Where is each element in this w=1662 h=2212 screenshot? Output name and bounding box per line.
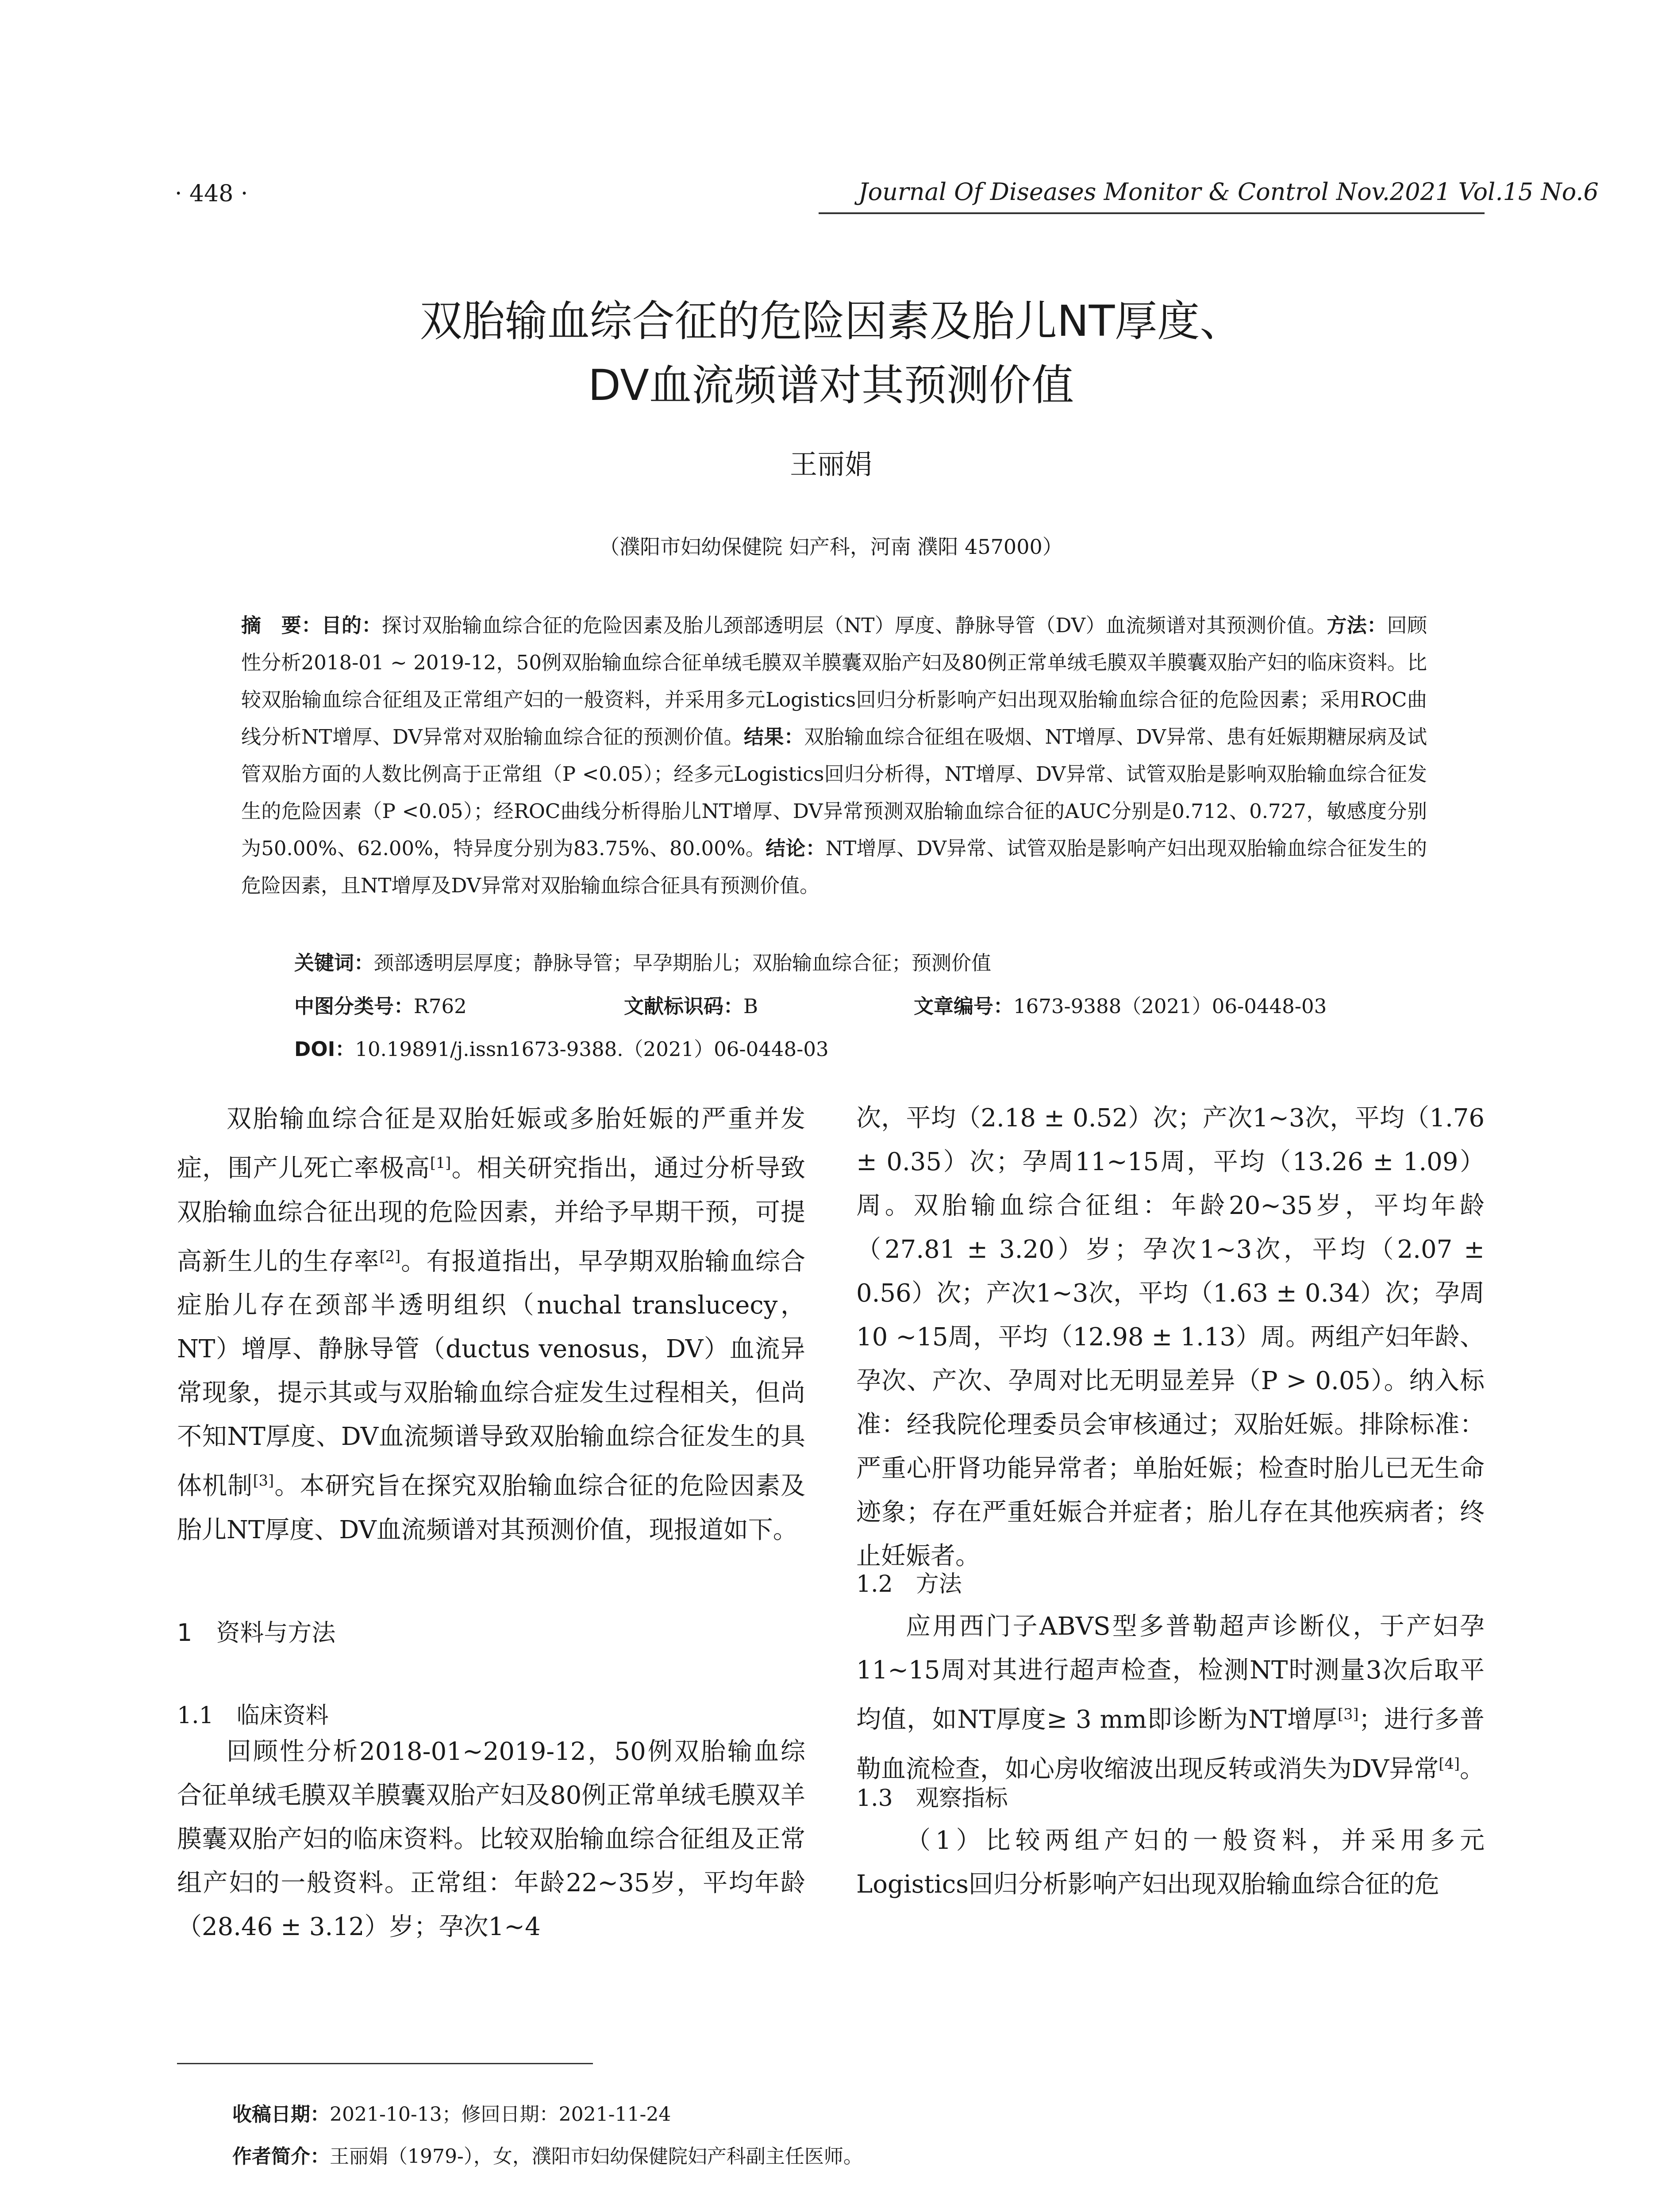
intro-paragraph [177,1097,805,1552]
methods-text-b: ；进行多普勒血流检查，如心房收缩波出现反转或消失为DV异常 [856,1705,1485,1784]
footnote-author-label: 作者简介： [232,2145,330,2168]
doc-code [624,990,758,1019]
title-line-1: 双胎输血综合征的危险因素及胎儿NT厚度、 [419,296,1243,346]
footnote-rule [177,2063,593,2064]
clc-label: 中图分类号： [294,995,414,1018]
methods-text-a: 应用西门子ABVS型多普勒超声诊断仪，于产妇孕11~15周对其进行超声检查，检测NT时测量3次后取平均值，如NT厚度≥ 3 mm即诊断为NT增厚 [856,1612,1485,1734]
doi-label: DOI： [294,1037,355,1061]
section-heading-1: 1 资料与方法 [177,1619,336,1647]
result-text: 双胎输血综合征组在吸烟、NT增厚、DV异常、患有妊娠期糖尿病及试管双胎方面的人数比例高于正常组（P <0.05）；经多元Logistics回归分析得，NT增厚、DV异常、试管双胎是影响双胎输血综合征发生的危险因素（P <0.05）；经ROC曲线分析得胎儿NT增厚、DV异常预测双胎输血综合征的AUC分别是0.712、0.727，敏感度分别为50.00%、62.00%，特异度分别为83.75%、80.00%。 [241,725,1427,860]
abstract [241,607,1427,904]
keywords-text: 颈部透明层厚度；静脉导管；早孕期胎儿；双胎输血综合征；预测价值 [374,951,992,975]
intro-text-b: 。相关研究指出，通过分析导致双胎输血综合征出现的危险因素，并给予早期干预，可提高新生儿的生存率 [177,1154,806,1276]
doi-value: 10.19891/j.issn1673-9388.（2021）06-0448-03 [355,1037,829,1061]
purpose-text: 探讨双胎输血综合征的危险因素及胎儿颈部透明层（NT）厚度、静脉导管（DV）血流频谱对其预测价值。 [381,614,1327,637]
clinical-data-continued-text: 次，平均（2.18 ± 0.52）次；产次1~3次，平均（1.76 ± 0.35）次；孕周11~15周，平均（13.26 ± 1.09）周。双胎输血综合征组：年龄20~35岁，平均年龄（27.81 ± 3.20）岁；孕次1~3次，平均（2.07 ± 0.56）次；产次1~3次，平均（1.63 ± 0.34）次；孕周10 ~15周，平均（12.98 ± 1.13）周。两组产妇年龄、孕次、产次、孕周对比无明显差异（P > 0.05）。纳入标准：经我院伦理委员会审核通过；双胎妊娠。排除标准：严重心肝肾功能异常者；单胎妊娠；检查时胎儿已无生命迹象；存在严重妊娠合并症者；胎儿存在其他疾病者；终止妊娠者。 [856,1104,1485,1571]
article-number-label: 文章编号： [914,995,1014,1018]
title-line-2: DV血流频谱对其预测价值 [588,361,1074,410]
doc-code-value: B [743,995,758,1018]
journal-header: Journal Of Diseases Monitor & Control Nov.2021 Vol.15 No.6 [858,178,1599,206]
clinical-data-text: 回顾性分析2018-01~2019-12，50例双胎输血综合征单绒毛膜双羊膜囊双胎产妇及80例正常单绒毛膜双羊膜囊双胎产妇的临床资料。比较双胎输血综合征组及正常组产妇的一般资料。正常组：年龄22~35岁，平均年龄（28.46 ± 3.12）岁；孕次1~4 [177,1737,805,1941]
affiliation: （濮阳市妇幼保健院 妇产科，河南 濮阳 457000） [599,535,1063,559]
purpose-label: 目的： [321,614,382,637]
footnote-author-text: 王丽娟（1979-），女，濮阳市妇幼保健院妇产科副主任医师。 [330,2145,863,2168]
clc-value: R762 [414,995,467,1018]
clc [294,990,467,1019]
observation-text: （1）比较两组产妇的一般资料，并采用多元Logistics回归分析影响产妇出现双胎输血综合征的危 [856,1826,1485,1899]
methods-text-c: 。 [1459,1755,1485,1784]
keywords [294,947,991,975]
clinical-data-continued [856,1096,1485,1578]
page-number: · 448 · [175,180,248,207]
intro-text-c: 。有报道指出，早孕期双胎输血综合症胎儿存在颈部半透明组织（nuchal translucecy，NT）增厚、静脉导管（ductus venosus，DV）血流异常现象，提示其或与双胎输血综合症发生过程相关，但尚不知NT厚度、DV血流频谱导致双胎输血综合征发生的具体机制 [177,1247,806,1501]
citation-5: [4] [1439,1755,1460,1772]
method-text: 回顾性分析2018-01 ~ 2019-12，50例双胎输血综合征单绒毛膜双羊膜囊双胎产妇及80例正常单绒毛膜双羊膜囊双胎产妇的临床资料。比较双胎输血综合征组及正常组产妇的一般资料，并采用多元Logistics回归分析影响产妇出现双胎输血综合征的危险因素；采用ROC曲线分析NT增厚、DV异常对双胎输血综合征的预测价值。 [241,614,1427,749]
article-number-value: 1673-9388（2021）06-0448-03 [1013,995,1327,1018]
citation-1: [1] [430,1154,451,1171]
observation-paragraph [856,1819,1485,1906]
citation-3: [3] [253,1472,274,1490]
methods-paragraph [856,1605,1485,1791]
citation-4: [3] [1337,1705,1359,1723]
method-label: 方法： [1327,614,1387,637]
article-number [914,990,1327,1019]
footnote-received-text: 2021-10-13；修回日期：2021-11-24 [330,2103,671,2126]
doi [294,1033,829,1062]
conclusion-label: 结论： [766,837,826,860]
section-heading-1-1: 1.1 临床资料 [177,1702,329,1729]
abstract-label: 摘 要： [241,614,322,637]
footnote-received [232,2098,671,2127]
author: 王丽娟 [789,448,872,480]
citation-2: [2] [379,1247,401,1265]
footnote-author [232,2140,863,2169]
result-label: 结果： [744,725,804,749]
doc-code-label: 文献标识码： [624,995,744,1018]
section-heading-1-2: 1.2 方法 [856,1571,962,1598]
intro-text-d: 。本研究旨在探究双胎输血综合征的危险因素及胎儿NT厚度、DV血流频谱对其预测价值，现报道如下。 [177,1471,806,1544]
clinical-data-paragraph [177,1730,805,1949]
conclusion-text: NT增厚、DV异常、试管双胎是影响产妇出现双胎输血综合征发生的危险因素，且NT增厚及DV异常对双胎输血综合征具有预测价值。 [241,837,1427,897]
intro-text-a: 双胎输血综合征是双胎妊娠或多胎妊娠的严重并发症，围产儿死亡率极高 [177,1105,805,1183]
section-heading-1-3: 1.3 观察指标 [856,1785,1008,1812]
header-rule [819,212,1485,214]
keywords-label: 关键词： [294,951,374,975]
footnote-received-label: 收稿日期： [232,2103,330,2126]
